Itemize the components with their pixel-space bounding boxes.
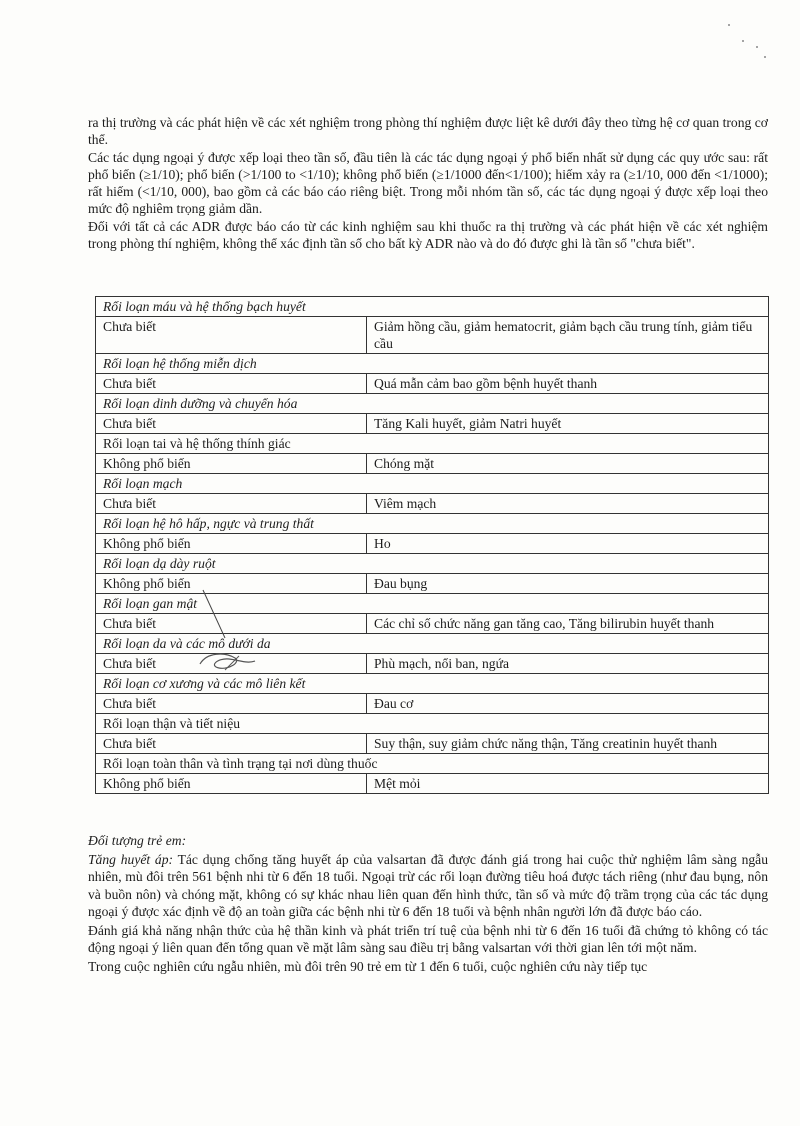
handwritten-mark <box>195 588 265 678</box>
adverse-effect-cell: Mệt mỏi <box>367 774 769 794</box>
children-paragraph-3: Trong cuộc nghiên cứu ngẫu nhiên, mù đôi trên 90 trẻ em từ 1 đến 6 tuổi, cuộc nghiên cứu này tiếp tục <box>88 958 648 974</box>
table-row <box>96 534 769 554</box>
frequency-cell: Chưa biết <box>96 734 367 754</box>
frequency-cell: Chưa biết <box>96 694 367 714</box>
frequency-cell: Không phổ biến <box>96 454 367 474</box>
children-paragraph-1-text: Tác dụng chống tăng huyết áp của valsartan đã được đánh giá trong hai cuộc thử nghiệm lâm sàng ngẫu nhiên, mù đôi trên 561 bệnh nhi từ 6 đến 18 tuổi. Ngoại trừ các rối loạn đường tiêu hoá được tách riêng (như đau bụng, nôn và buồn nôn) và chóng mặt, không có sự khác nhau liên quan đến hình thức, tần số và mức độ trầm trọng của các tác dụng ngoại ý được xác định về độ an toàn giữa các bệnh nhi từ 6 đến 18 tuổi và bệnh nhân người lớn đã được báo cáo. <box>88 851 768 919</box>
table-row <box>96 774 769 794</box>
table-group-row <box>96 554 769 574</box>
frequency-cell: Chưa biết <box>96 414 367 434</box>
table-group-row <box>96 514 769 534</box>
adverse-effect-cell: Quá mẫn cảm bao gồm bệnh huyết thanh <box>367 374 769 394</box>
adverse-effect-cell: Đau cơ <box>367 694 769 714</box>
scan-speck <box>764 56 766 58</box>
intro-paragraph-2: Các tác dụng ngoại ý được xếp loại theo tần số, đầu tiên là các tác dụng ngoại ý phổ biến nhất sử dụng các quy ước sau: rất phổ biến (≥1/10); phổ biến (>1/100 to <1/10); không phổ biến (≥1/1000 đến<1/100); hiếm xảy ra (≥1/10, 000 đến <1/1000); rất hiếm (<1/10, 000), bao gồm cả các báo cáo riêng biệt. Trong mỗi nhóm tần số, các tác dụng ngoại ý được xếp loại theo mức độ nghiêm trọng giảm dần. <box>88 150 768 216</box>
table-row <box>96 374 769 394</box>
table-group-row <box>96 434 769 454</box>
table-row <box>96 317 769 354</box>
adverse-effect-cell: Các chỉ số chức năng gan tăng cao, Tăng bilirubin huyết thanh <box>367 614 769 634</box>
frequency-cell: Chưa biết <box>96 614 367 634</box>
frequency-cell: Chưa biết <box>96 374 367 394</box>
frequency-cell: Không phổ biến <box>96 574 367 594</box>
table-group-row <box>96 474 769 494</box>
frequency-cell: Chưa biết <box>96 654 367 674</box>
organ-class-heading: Rối loạn dinh dưỡng và chuyển hóa <box>96 394 769 414</box>
adverse-effect-cell: Suy thận, suy giảm chức năng thận, Tăng creatinin huyết thanh <box>367 734 769 754</box>
organ-class-heading: Rối loạn dạ dày ruột <box>96 554 769 574</box>
frequency-cell: Chưa biết <box>96 494 367 514</box>
table-row <box>96 414 769 434</box>
adverse-effect-cell: Ho <box>367 534 769 554</box>
intro-paragraph-3: Đối với tất cả các ADR được báo cáo từ các kinh nghiệm sau khi thuốc ra thị trường và các phát hiện về các xét nghiệm trong phòng thí nghiệm, không thể xác định tần số cho bất kỳ ADR nào và do đó được ghi là tần số "chưa biết". <box>88 219 768 251</box>
adverse-effect-cell: Đau bụng <box>367 574 769 594</box>
children-section <box>88 832 768 975</box>
frequency-cell: Không phổ biến <box>96 534 367 554</box>
children-heading: Đối tượng trẻ em: <box>88 833 187 848</box>
intro-paragraph-1: ra thị trường và các phát hiện về các xét nghiệm trong phòng thí nghiệm được liệt kê dưới đây theo từng hệ cơ quan trong cơ thể. <box>88 115 768 147</box>
organ-class-heading: Rối loạn máu và hệ thống bạch huyết <box>96 297 769 317</box>
adverse-effect-cell: Tăng Kali huyết, giảm Natri huyết <box>367 414 769 434</box>
organ-class-heading: Rối loạn tai và hệ thống thính giác <box>96 434 769 454</box>
organ-class-heading: Rối loạn mạch <box>96 474 769 494</box>
organ-class-heading: Rối loạn toàn thân và tình trạng tại nơi dùng thuốc <box>96 754 769 774</box>
children-paragraph-2: Đánh giá khả năng nhận thức của hệ thần kinh và phát triển trí tuệ của bệnh nhi từ 6 đến 16 tuổi đã chứng tỏ không có tác động ngoại ý liên quan đến tổng quan về mặt lâm sàng sau điều trị bằng valsartan với thời gian lên tới một năm. <box>88 922 768 955</box>
organ-class-heading: Rối loạn da và các mô dưới da <box>96 634 769 654</box>
scan-speck <box>742 40 744 42</box>
table-row <box>96 694 769 714</box>
frequency-cell: Không phổ biến <box>96 774 367 794</box>
adverse-effect-cell: Viêm mạch <box>367 494 769 514</box>
table-row <box>96 454 769 474</box>
frequency-cell: Chưa biết <box>96 317 367 354</box>
organ-class-heading: Rối loạn hệ hô hấp, ngực và trung thất <box>96 514 769 534</box>
scan-speck <box>728 24 730 26</box>
organ-class-heading: Rối loạn gan mật <box>96 594 769 614</box>
children-paragraph-1 <box>88 851 768 921</box>
table-group-row <box>96 754 769 774</box>
adverse-effect-cell: Chóng mặt <box>367 454 769 474</box>
table-row <box>96 734 769 754</box>
table-row <box>96 494 769 514</box>
organ-class-heading: Rối loạn thận và tiết niệu <box>96 714 769 734</box>
adverse-reactions-table-body <box>96 297 769 794</box>
organ-class-heading: Rối loạn hệ thống miễn dịch <box>96 354 769 374</box>
table-group-row <box>96 297 769 317</box>
organ-class-heading: Rối loạn cơ xương và các mô liên kết <box>96 674 769 694</box>
adverse-effect-cell: Phù mạch, nổi ban, ngứa <box>367 654 769 674</box>
hypertension-lead: Tăng huyết áp: <box>88 851 174 867</box>
scan-speck <box>756 46 758 48</box>
table-group-row <box>96 354 769 374</box>
adverse-reactions-table <box>95 296 769 794</box>
intro-section <box>88 114 768 252</box>
adverse-effect-cell: Giảm hồng cầu, giảm hematocrit, giảm bạch cầu trung tính, giảm tiểu cầu <box>367 317 769 354</box>
table-group-row <box>96 394 769 414</box>
table-group-row <box>96 714 769 734</box>
